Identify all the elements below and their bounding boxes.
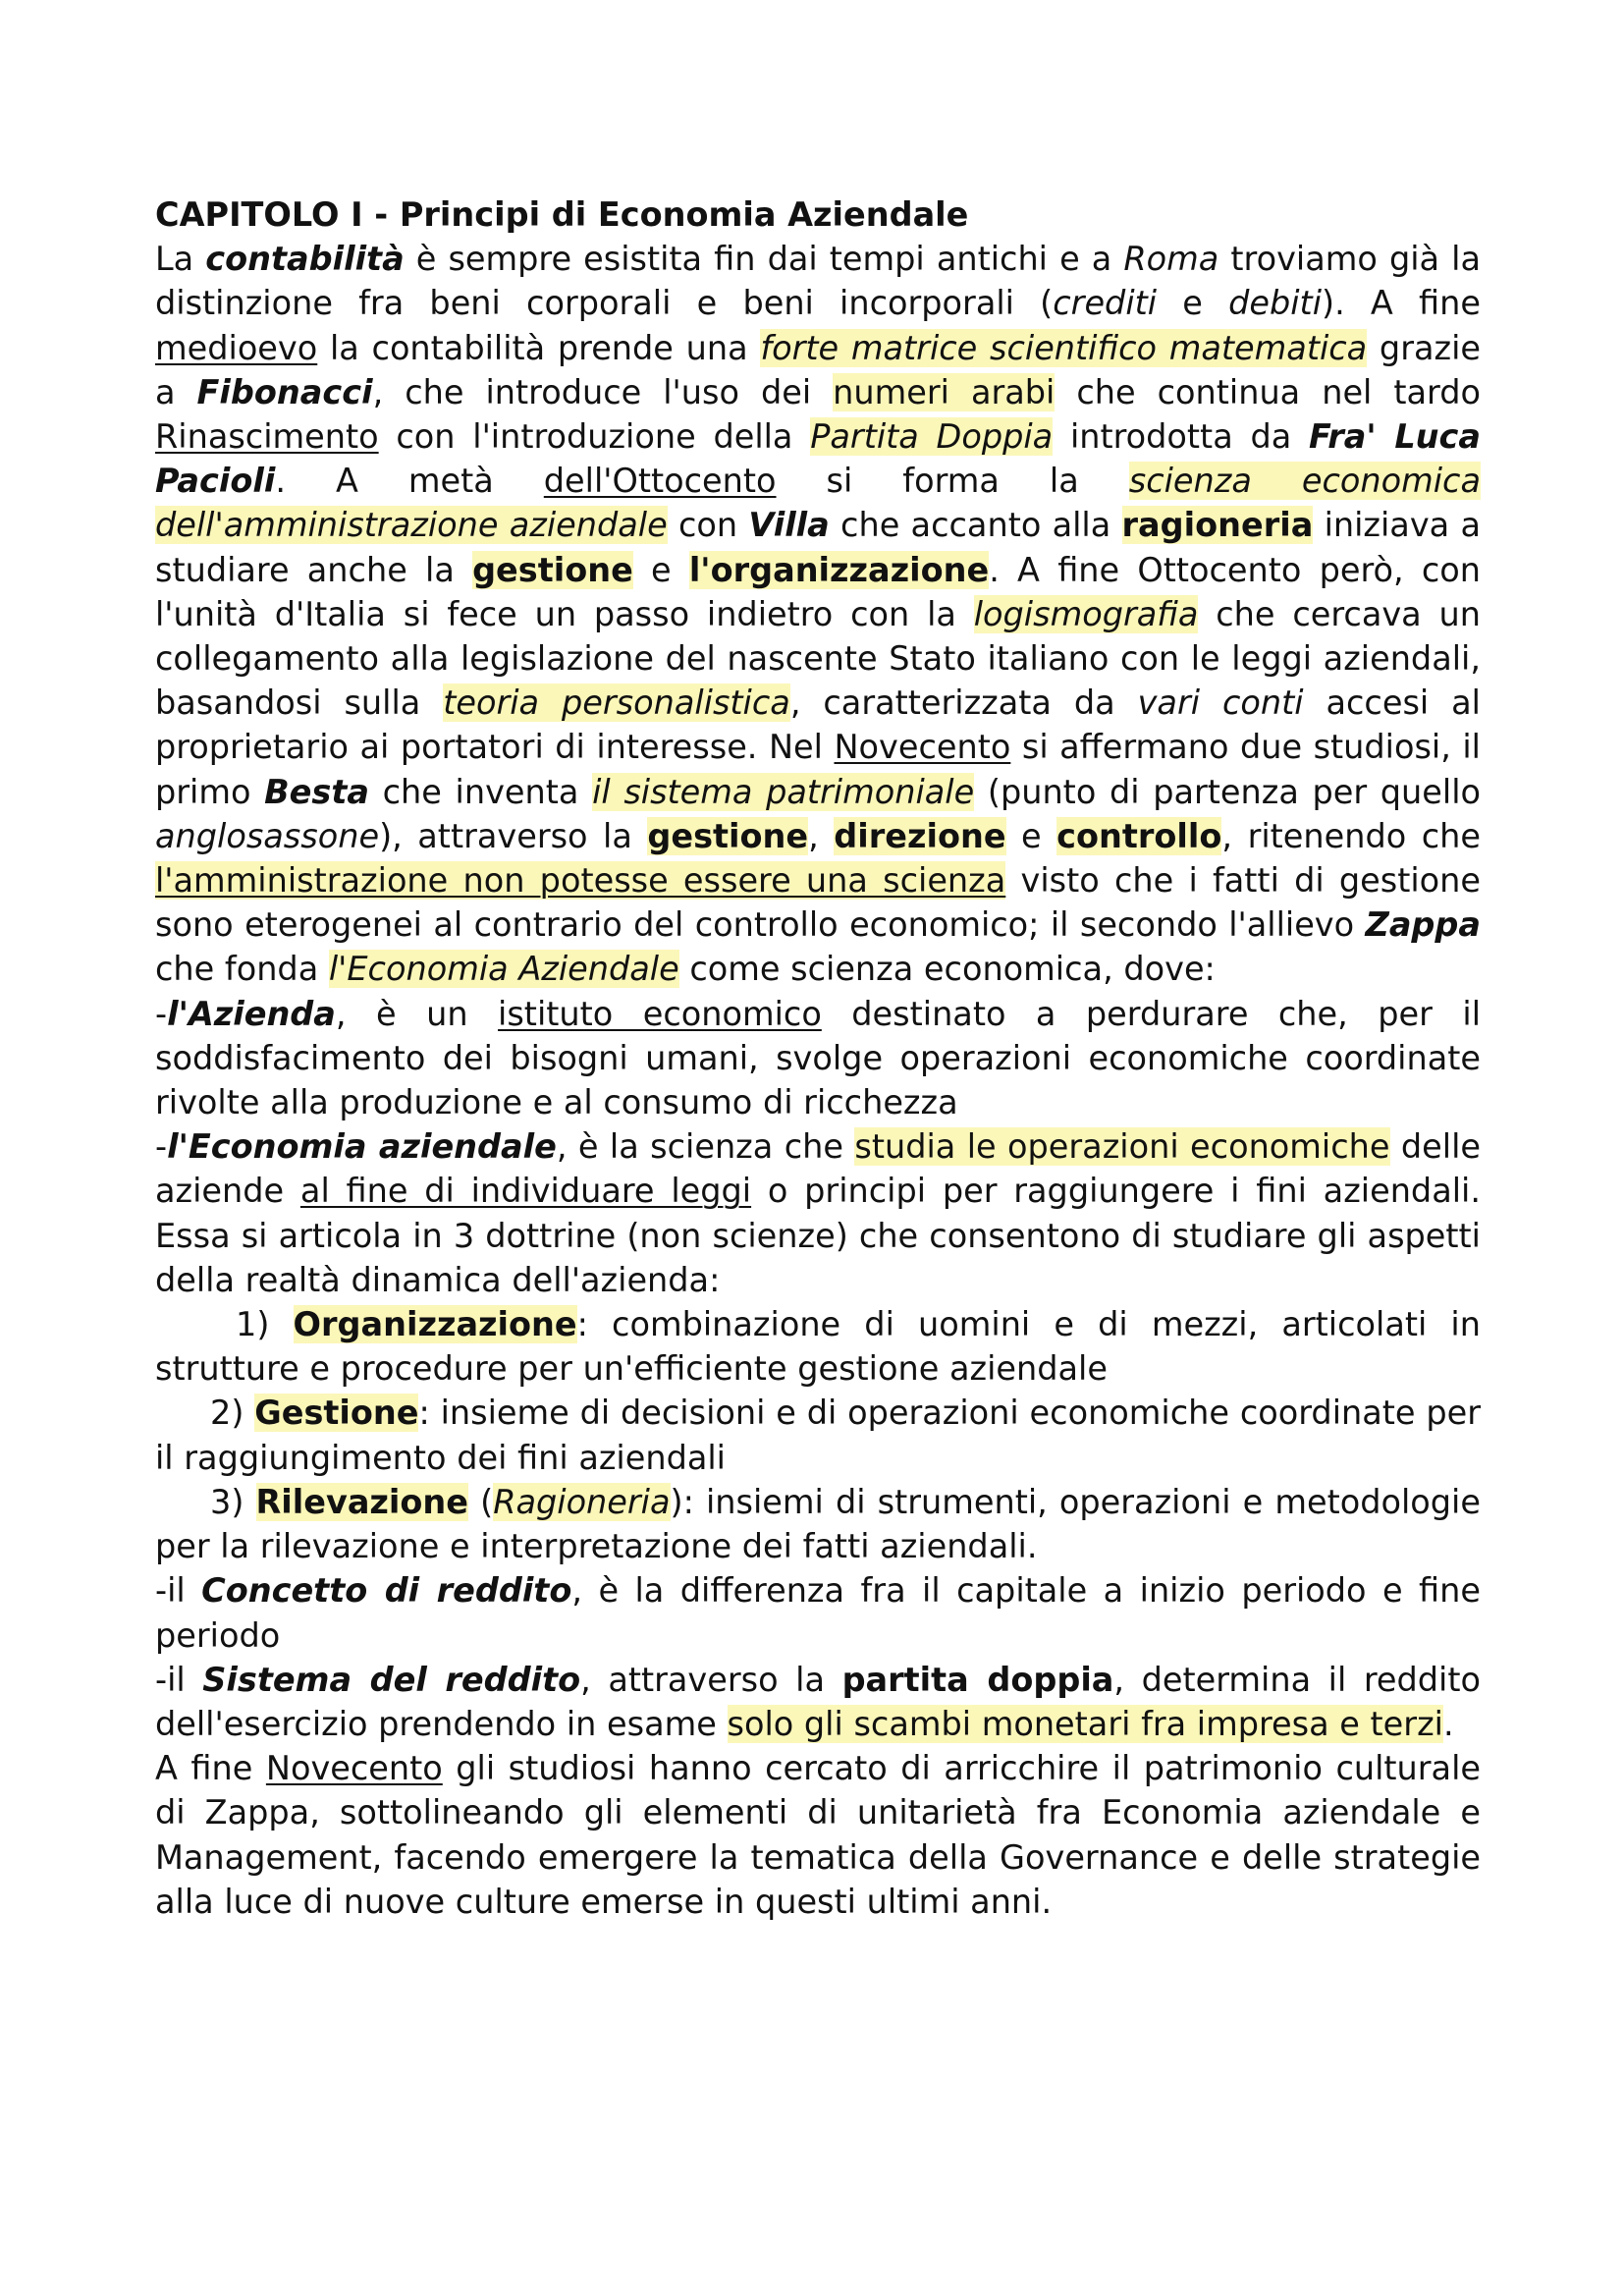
intro-paragraph: La contabilità è sempre esistita fin dai tempi antichi e a Roma troviamo già la distinzione fra beni corporali e beni incorporali (crediti e debiti). A fine medioevo la contabilità prende una forte matrice scientifico matematica grazie a Fibonacci, che introduce l'uso dei numeri arabi che continua nel tardo Rinascimento con l'introduzione della Partita Doppia introdotta da Fra' Luca Pacioli. A metà dell'Ottocento si forma la scienza economica dell'amministrazione aziendale con Villa che accanto alla ragioneria iniziava a studiare anche la gestione e l'organizzazione. A fine Ottocento però, con l'unità d'Italia si fece un passo indietro con la logismografia che cercava un collegamento alla legislazione del nascente Stato italiano con le leggi aziendali, basandosi sulla teoria personalistica, caratterizzata da vari conti accesi al proprietario ai portatori di interesse. Nel Novecento si affermano due studiosi, il primo Besta che inventa il sistema patrimoniale (punto di partenza per quello anglosassone), attraverso la gestione, direzione e controllo, ritenendo che l'amministrazione non potesse essere una scienza visto che i fatti di gestione sono eterogenei al contrario del controllo economico; il secondo l'allievo Zappa che fonda l'Economia Aziendale come scienza economica, dove: [155,240,1482,989]
document-page [155,192,1481,1924]
definition-economia-aziendale: -l'Economia aziendale, è la scienza che studia le operazioni economiche delle aziende al fine di individuare leggi o principi per raggiungere i fini aziendali. Essa si articola in 3 dottrine (non scienze) che consentono di studiare gli aspetti della realtà dinamica dell'azienda: [155,1127,1482,1299]
closing-paragraph: A fine Novecento gli studiosi hanno cercato di arricchire il patrimonio culturale di Zappa, sottolineando gli elementi di unitarietà fra Economia aziendale e Management, facendo emergere la tematica della Governance e delle strategie alla luce di nuove culture emerse in questi ultimi anni. [155,1749,1481,1921]
definition-concetto-reddito: -il Concetto di reddito, è la differenza fra il capitale a inizio periodo e fine periodo [155,1571,1481,1655]
list-item: 3) Rilevazione (Ragioneria): insiemi di strumenti, operazioni e metodologie per la rilevazione e interpretazione dei fatti aziendali. [155,1482,1481,1566]
chapter-title: CAPITOLO I - Principi di Economia Aziendale [155,195,969,234]
definition-azienda: -l'Azienda, è un istituto economico destinato a perdurare che, per il soddisfacimento dei bisogni umani, svolge operazioni economiche coordinate rivolte alla produzione e al consumo di ricchezza [155,994,1481,1122]
definition-sistema-reddito: -il Sistema del reddito, attraverso la partita doppia, determina il reddito dell'esercizio prendendo in esame solo gli scambi monetari fra impresa e terzi. [155,1660,1481,1743]
list-item: 1) Organizzazione: combinazione di uomini e di mezzi, articolati in strutture e procedure per un'efficiente gestione aziendale [155,1305,1481,1389]
list-item: 2) Gestione: insieme di decisioni e di operazioni economiche coordinate per il raggiungimento dei fini aziendali [155,1394,1481,1477]
